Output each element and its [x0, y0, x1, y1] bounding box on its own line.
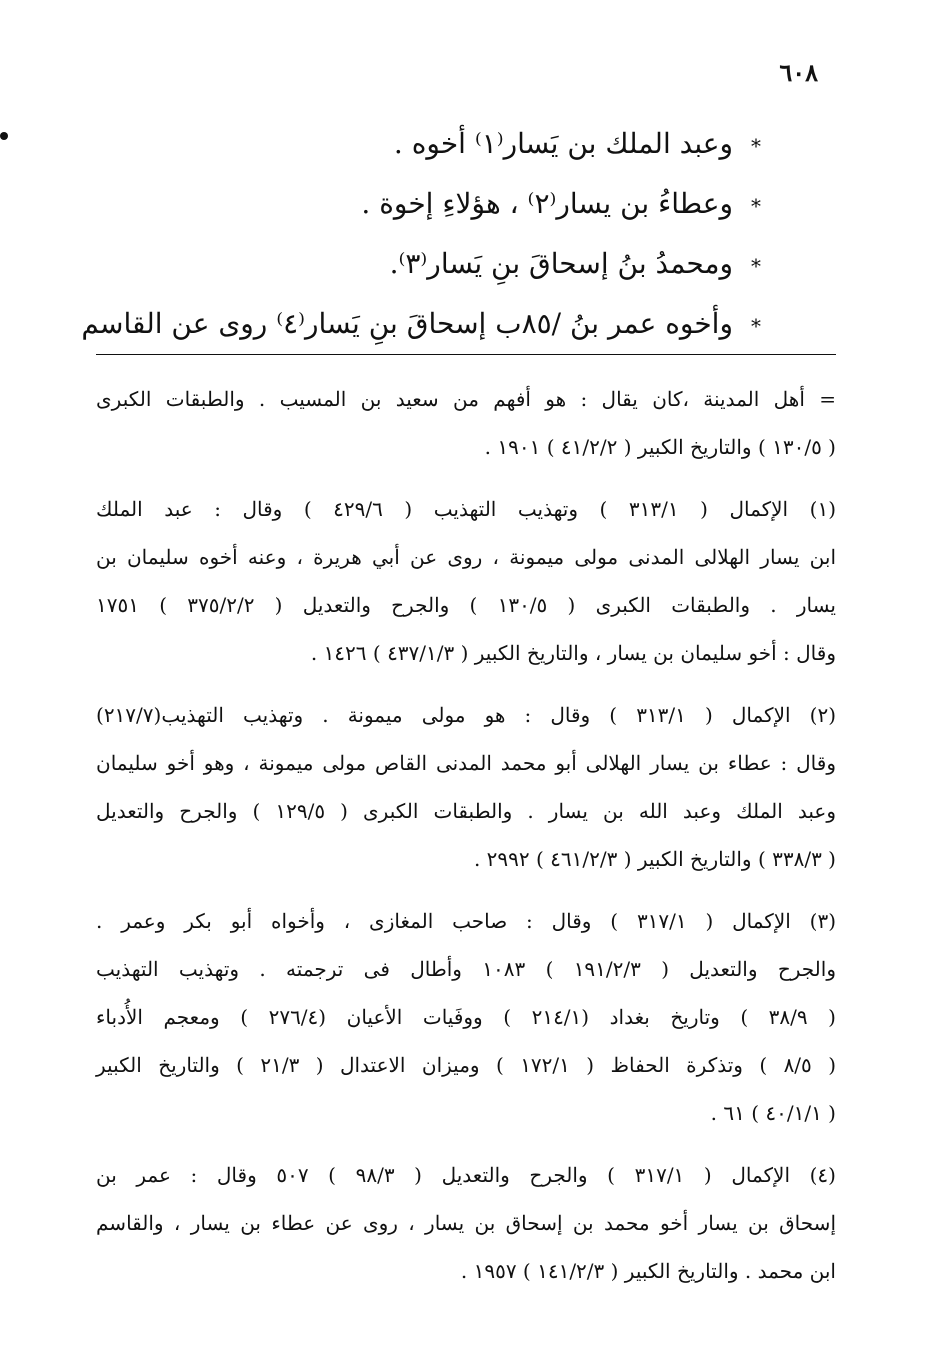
- entry-text: ومحمدُ بنُ إسحاقَ بنِ يَسار⁽٣⁾.: [389, 247, 733, 280]
- star-bullet: *: [751, 133, 761, 158]
- page-number: ٦٠٨: [779, 58, 818, 87]
- footnote-line: إسحاق بن يسار أخو محمد بن إسحاق بن يسار ، روى عن عطاء بن يسار ، والقاسم: [96, 1211, 836, 1235]
- footnote-line: ( ٨/٥ ) وتذكرة الحفاظ ( ١٧٢/١ ) وميزان الاعتدال ( ٢١/٣ ) والتاريخ الكبير: [96, 1053, 837, 1077]
- narrator-entries: [81, 114, 761, 354]
- footnote-1: [96, 485, 836, 677]
- footnote-line: وقال : عطاء بن يسار الهلالى أبو محمد المدنى القاص مولى ميمونة ، وهو أخو سليمان: [96, 751, 836, 775]
- margin-dot: [0, 132, 8, 140]
- footnote-line: ( ١٣٠/٥ ) والتاريخ الكبير ( ٤١/٢/٢ ) ١٩٠١ .: [484, 435, 836, 459]
- footnote-continuation: [96, 375, 836, 471]
- footnote-4: [96, 1151, 836, 1295]
- footnote-line: ابن محمد . والتاريخ الكبير ( ١٤١/٢/٣ ) ١٩٥٧ .: [460, 1259, 836, 1283]
- footnote-line: ( ٣٣٨/٣ ) والتاريخ الكبير ( ٤٦١/٢/٣ ) ٢٩٩٢ .: [473, 847, 836, 871]
- entry-line: [96, 174, 761, 234]
- star-bullet: *: [751, 253, 761, 278]
- star-bullet: *: [751, 313, 761, 338]
- entry-line: [81, 294, 761, 354]
- footnote-line: وقال : أخو سليمان بن يسار ، والتاريخ الكبير ( ٤٣٧/١/٣ ) ١٤٢٦ .: [310, 641, 836, 665]
- footnote-line: (٢) الإكمال ( ٣١٣/١ ) وقال : هو مولى ميمونة . وتهذيب التهذيب(٢١٧/٧): [96, 703, 836, 727]
- footnote-line: ( ٤٠/١/١ ) ٦١ .: [710, 1101, 836, 1125]
- footnote-line: (٣) الإكمال ( ٣١٧/١ ) وقال : صاحب المغازى ، وأخواه أبو بكر وعمر .: [96, 909, 836, 933]
- footnote-line: وعبد الملك وعبد الله بن يسار . والطبقات الكبرى ( ١٢٩/٥ ) والجرح والتعديل: [96, 799, 837, 823]
- footnote-3: [96, 897, 836, 1137]
- star-bullet: *: [751, 193, 761, 218]
- footnote-line: يسار . والطبقات الكبرى ( ١٣٠/٥ ) والجرح والتعديل ( ٣٧٥/٢/٢ ) ١٧٥١: [96, 593, 836, 617]
- footnote-2: [96, 691, 836, 883]
- entry-text: وعطاءُ بن يسار⁽٢⁾ ، هؤلاءِ إخوة .: [361, 187, 733, 220]
- footnote-line: (١) الإكمال ( ٣١٣/١ ) وتهذيب التهذيب ( ٤٢٩/٦ ) وقال : عبد الملك: [96, 497, 837, 521]
- footnote-line: ( ٣٨/٩ ) وتاريخ بغداد (٢١٤/١ ) ووفَيات الأعيان (٢٧٦/٤ ) ومعجم الأُدباء: [96, 1005, 836, 1029]
- footnote-line: (٤) الإكمال ( ٣١٧/١ ) والجرح والتعديل ( ٩٨/٣ ) ٥٠٧ وقال : عمر بن: [96, 1163, 836, 1187]
- footnote-divider: [96, 354, 836, 355]
- footnote-line: والجرح والتعديل ( ١٩١/٢/٣ ) ١٠٨٣ وأطال فى ترجمته . وتهذيب التهذيب: [96, 957, 836, 981]
- entry-text: وعبد الملك بن يَسار⁽١⁾ أخوه .: [393, 127, 733, 160]
- footnote-line: ابن يسار الهلالى المدنى مولى ميمونة ، روى عن أبي هريرة ، وعنه أخوه سليمان بن: [96, 545, 836, 569]
- entry-line: [96, 114, 761, 174]
- entry-line: [96, 234, 761, 294]
- entry-text: وأخوه عمر بنُ /٨٥ب إسحاقَ بنِ يَسار⁽٤⁾ روى عن القاسم: [81, 307, 733, 340]
- footnotes: [96, 375, 836, 1309]
- footnote-line: = أهل المدينة ،كان يقال : هو أفهم من سعيد بن المسيب . والطبقات الكبرى: [96, 387, 836, 411]
